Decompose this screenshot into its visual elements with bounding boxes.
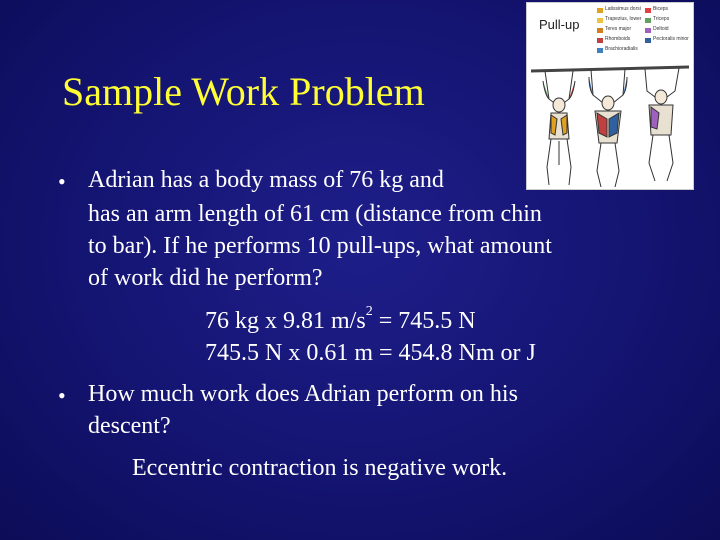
bullet1-line4: of work did he perform? bbox=[88, 265, 323, 291]
legend-label: Rhomboids bbox=[605, 36, 631, 42]
legend-label: Latissimus dorsi bbox=[605, 6, 641, 12]
bullet2-line2: descent? bbox=[88, 413, 171, 439]
legend-label: Deltoid bbox=[653, 26, 669, 32]
legend-label: Trapezius, lower bbox=[605, 16, 642, 22]
answer-text: Eccentric contraction is negative work. bbox=[132, 455, 508, 481]
legend-label: Teres major bbox=[605, 26, 632, 32]
bullet1-line3: to bar). If he performs 10 pull-ups, what amount bbox=[88, 233, 552, 259]
legend-label: Pectoralis minor bbox=[653, 36, 689, 42]
calculation-work: 745.5 N x 0.61 m = 454.8 Nm or J bbox=[205, 340, 536, 366]
calc1-exponent: 2 bbox=[365, 304, 373, 319]
legend-label: Brachioradialis bbox=[605, 46, 638, 52]
bullet2-line1: How much work does Adrian perform on his bbox=[88, 381, 518, 407]
bullet-marker: • bbox=[58, 169, 66, 194]
calc1-prefix: 76 kg x 9.81 m/s bbox=[205, 308, 366, 334]
legend-label: Biceps bbox=[653, 6, 669, 12]
calculation-force bbox=[205, 305, 476, 337]
bullet1-line1: Adrian has a body mass of 76 kg and bbox=[88, 167, 444, 193]
slide-title: Sample Work Problem bbox=[62, 69, 425, 114]
figure-title: Pull-up bbox=[539, 17, 580, 32]
bullet-marker: • bbox=[58, 383, 66, 408]
calc1-suffix: = 745.5 N bbox=[372, 308, 476, 334]
bullet1-line2: has an arm length of 61 cm (distance from chin bbox=[88, 201, 542, 227]
legend-label: Triceps bbox=[653, 16, 670, 22]
